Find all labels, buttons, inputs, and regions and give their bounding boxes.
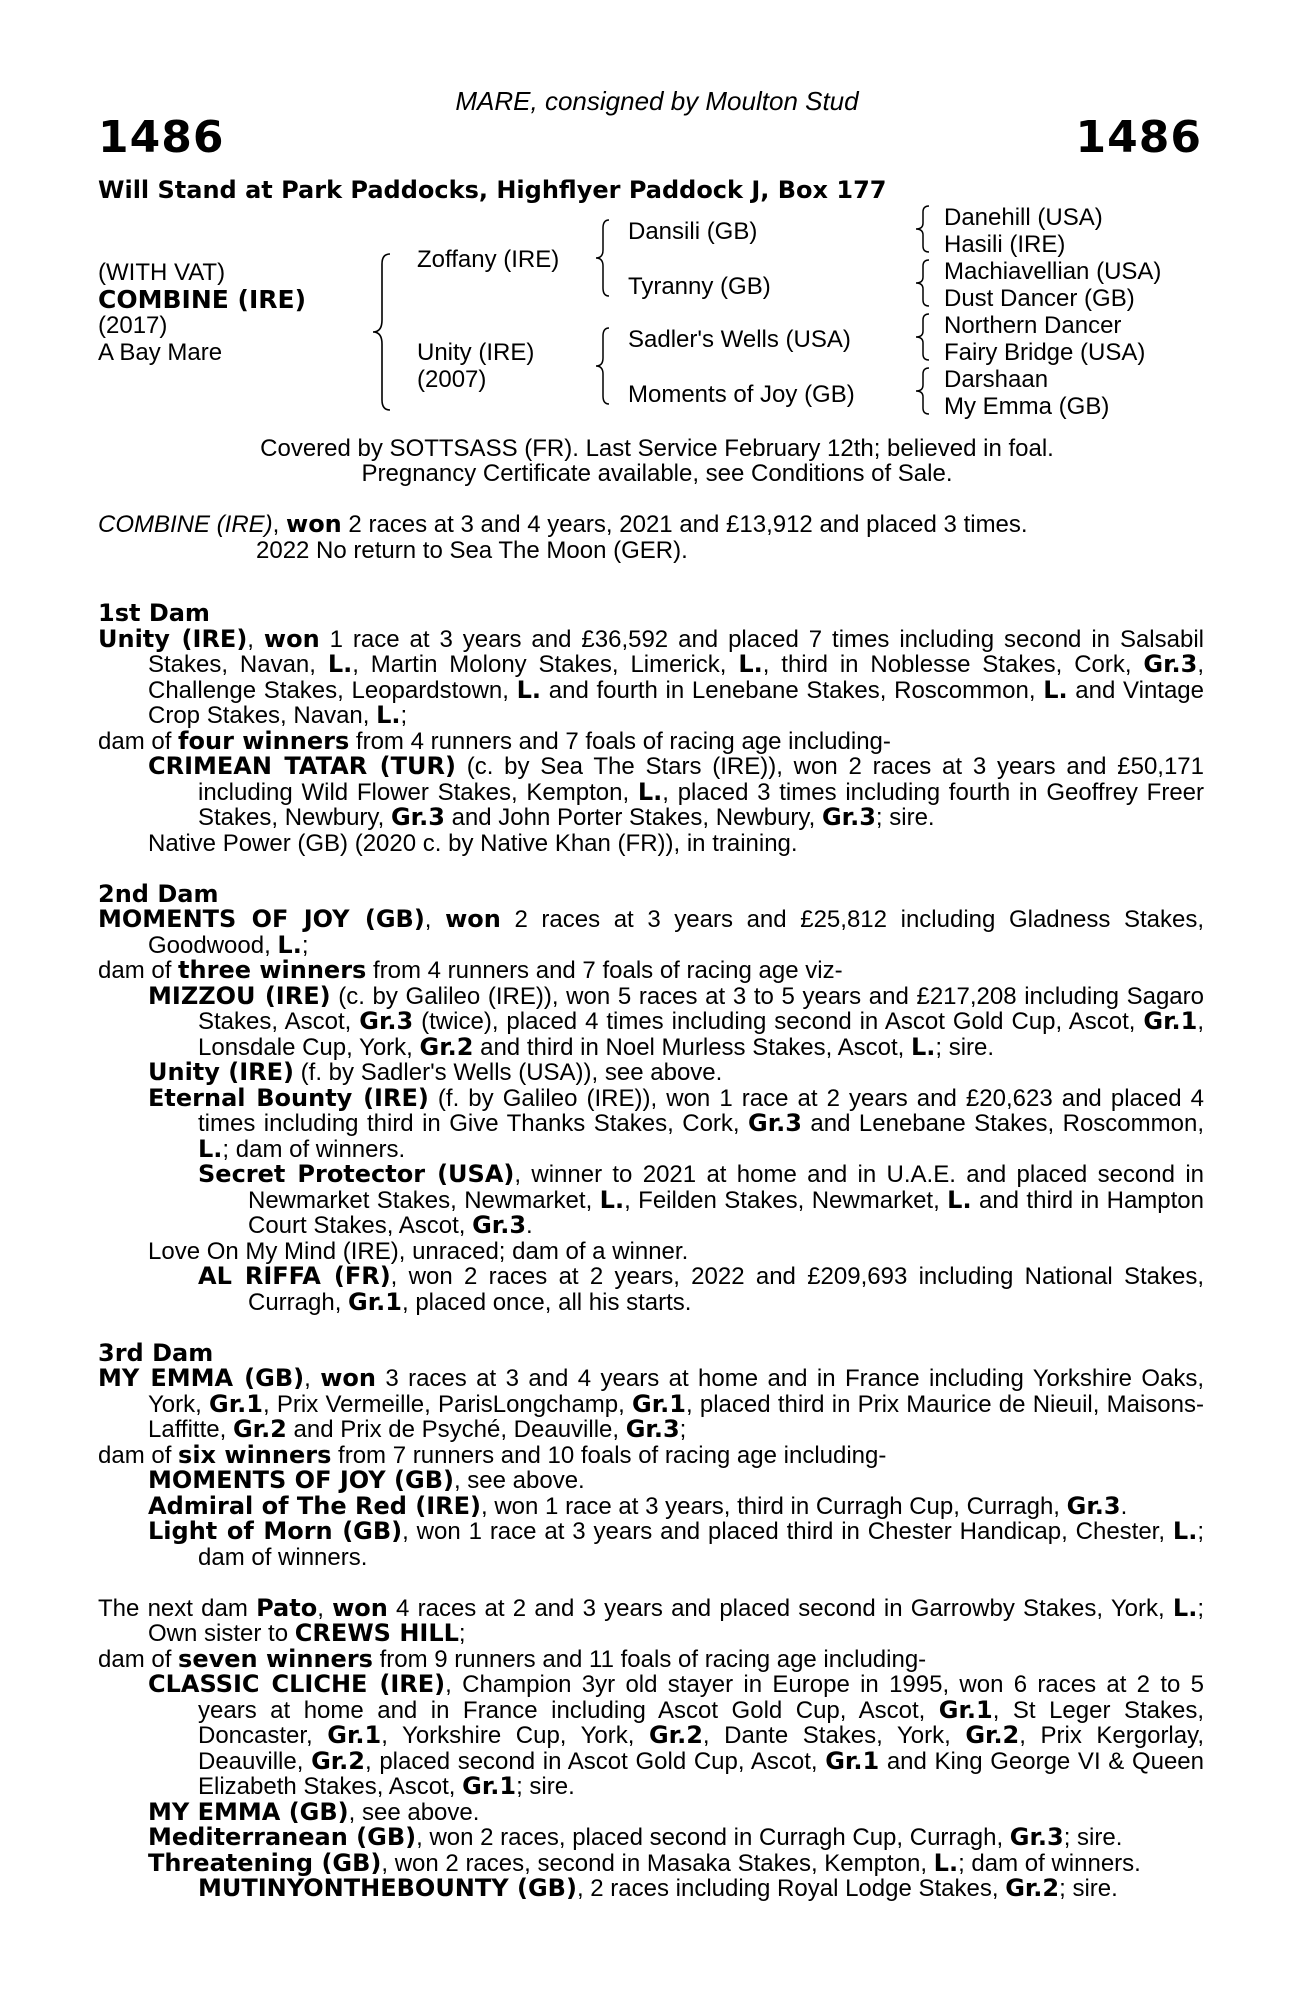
produce-native-power: Native Power (GB) (2020 c. by Native Khan (FR)), in training. (148, 829, 798, 857)
record-line-2: 2022 No return to Sea The Moon (GER). (256, 536, 688, 564)
third-dam-text: and Prix de Psyché, Deauville, (286, 1416, 626, 1443)
produce-name: Unity (IRE) (148, 1058, 295, 1086)
third-dam-record: MY EMMA (GB), won 3 races at 3 and 4 years at home and in France including Yorkshire Oaks, York, Gr.1, Prix Vermeille, ParisLongchamp, Gr.1, placed third in Prix Maurice de Nieuil, Maisons-Laffitte, Gr.2 and Prix de Psyché, Deauville, Gr.3; (98, 1364, 1205, 1443)
vat-note: (WITH VAT) (98, 259, 226, 286)
produce-text: , won 2 races at 2 years, 2022 and £209,693 including National Stakes, Curragh, (248, 1263, 1204, 1316)
grade-2: Gr.2 (1005, 1874, 1060, 1902)
next-dam-text: ; Own sister to (148, 1594, 1204, 1647)
produce-text: (c. by Sea The Stars (IRE)), won 2 races at 3 years and £50,171 including Wild Flower Stakes, Kempton, (198, 753, 1205, 806)
grade-3: Gr.3 (748, 1109, 802, 1137)
second-dam-record: MOMENTS OF JOY (GB), won 2 races at 3 years and £25,812 including Gladness Stakes, Goodwood, L.; (98, 905, 1204, 959)
produce-name: Threatening (GB) (148, 1848, 382, 1877)
pedigree-dss: Northern Dancer (944, 312, 1122, 339)
produce-text: , placed once, all his starts. (401, 1288, 692, 1316)
pedigree-dam-year: (2007) (417, 366, 487, 393)
pedigree-dam-sire: Sadler's Wells (USA) (628, 326, 851, 353)
produce-text: from 9 runners and 11 foals of racing age including- (372, 1645, 927, 1673)
covering-line-1: Covered by SOTTSASS (FR). Last Service February 12th; believed in foal. (260, 435, 1054, 462)
pedigree-dsd: Fairy Bridge (USA) (944, 339, 1146, 366)
pedigree-sire-sire: Dansili (GB) (628, 218, 758, 245)
produce-text: , Lonsdale Cup, York, (198, 1008, 1204, 1061)
second-dam-won: won (445, 905, 501, 933)
produce-text: ; dam of winners. (958, 1849, 1141, 1877)
next-dam-record: The next dam Pato, won 4 races at 2 and 3 years and placed second in Garrowby Stakes, York, L.; Own sister to CREWS HILL; (98, 1593, 1204, 1647)
produce-text: ; sire. (1063, 1824, 1123, 1851)
first-dam-text: and Vintage Crop Stakes, Navan, (148, 676, 1204, 729)
dam-of-label: dam of (98, 1441, 179, 1469)
produce-admiral-of-the-red (98, 1491, 1204, 1520)
first-dam-name: Unity (IRE) (98, 624, 248, 653)
grade-3: Gr.3 (472, 1211, 527, 1239)
third-dam-produce-summary (98, 1440, 1204, 1469)
racing-record: COMBINE (IRE), won 2 races at 3 and 4 years, 2021 and £13,912 and placed 3 times. (98, 510, 1028, 538)
grade-listed: L. (933, 1848, 959, 1877)
produce-text: (f. by Galileo (IRE)), won 1 race at 2 years and £20,623 and placed 4 times including third in Give Thanks Stakes, Cork, (198, 1084, 1204, 1137)
produce-text: ; dam of winners. (222, 1135, 406, 1163)
first-dam-record: Unity (IRE), won 1 race at 3 years and £36,592 and placed 7 times including second in Salsabil Stakes, Navan, L., Martin Molony Stakes, Limerick, L., third in Noblesse Stakes, Cork, Gr.3, Challenge Stakes, Leopardstown, L. and fourth in Lenebane Stakes, Roscommon, L. and Vintage Crop Stakes, Navan, L.; (98, 624, 1205, 729)
sibling-name: CREWS HILL (294, 1619, 459, 1647)
second-dam-text: 2 races at 3 years and £25,812 including Gladness Stakes, Goodwood, (148, 906, 1204, 959)
produce-text: , won 2 races, placed second in Curragh Cup, Curragh, (416, 1824, 1010, 1851)
second-dam-produce-summary (98, 958, 1204, 984)
grade-1: Gr.1 (825, 1746, 880, 1775)
pedigree-sds: Machiavellian (USA) (944, 258, 1162, 285)
third-dam-text: 3 races at 3 and 4 years at home and in France including Yorkshire Oaks, York, (148, 1365, 1205, 1418)
grade-2: Gr.2 (232, 1415, 287, 1443)
dam-of-label: dam of (98, 957, 179, 984)
pedigree-brace-sire (593, 218, 611, 298)
produce-classic-cliche (98, 1672, 1204, 1800)
produce-text: ; sire. (875, 804, 935, 831)
produce-text: , Feilden Stakes, Newmarket, (624, 1186, 948, 1214)
produce-mediterranean (98, 1825, 1204, 1851)
produce-threatening (98, 1848, 1204, 1877)
grade-3: Gr.3 (359, 1007, 414, 1035)
produce-text: ; sire. (1059, 1875, 1118, 1902)
produce-name: CRIMEAN TATAR (TUR) (148, 752, 456, 780)
produce-text: (twice), placed 4 times including second in Ascot Gold Cup, Ascot, (413, 1008, 1144, 1035)
dam-of-label: dam of (98, 1645, 179, 1673)
produce-name: Secret Protector (USA) (198, 1160, 515, 1188)
grade-3: Gr.3 (1143, 650, 1198, 678)
produce-light-of-morn (98, 1519, 1204, 1570)
third-dam-won: won (320, 1364, 376, 1392)
third-dam-text: , placed third in Prix Maurice de Nieuil, Maisons-Laffitte, (148, 1390, 1204, 1443)
next-dam-won: won (332, 1593, 388, 1622)
produce-moments-of-joy (98, 1468, 1204, 1494)
winners-count: four winners (178, 726, 350, 755)
grade-1: Gr.1 (327, 1721, 382, 1749)
produce-text: , 2 races including Royal Lodge Stakes, (576, 1875, 1006, 1902)
pedigree-sire: Zoffany (IRE) (417, 246, 560, 273)
pedigree-brace-3c (913, 312, 931, 362)
covering-note (0, 436, 1314, 486)
grade-listed: L. (637, 777, 663, 806)
grade-2: Gr.2 (648, 1721, 703, 1749)
produce-love-on-my-mind: Love On My Mind (IRE), unraced; dam of a winner. (148, 1237, 689, 1265)
produce-text: . (526, 1212, 533, 1239)
consignor-line: MARE, consigned by Moulton Stud (455, 86, 859, 116)
horse-description: A Bay Mare (98, 339, 223, 366)
grade-listed: L. (738, 650, 763, 678)
pedigree-sire-dam: Tyranny (GB) (628, 273, 771, 300)
produce-my-emma (98, 1797, 1204, 1826)
produce-mizzou (98, 981, 1204, 1061)
grade-listed: L. (277, 930, 302, 959)
produce-text: ; sire. (516, 1773, 575, 1800)
grade-listed: L. (198, 1134, 223, 1163)
lot-number-left: 1486 (98, 112, 225, 163)
pedigree-ssd: Hasili (IRE) (944, 231, 1066, 258)
grade-3: Gr.3 (1009, 1823, 1064, 1851)
record-won: won (286, 510, 342, 538)
horse-name: COMBINE (IRE) (98, 285, 307, 314)
grade-2: Gr.2 (965, 1721, 1020, 1749)
produce-name: Eternal Bounty (IRE) (148, 1083, 429, 1112)
produce-text: , won 1 race at 3 years, third in Curragh Cup, Curragh, (481, 1492, 1067, 1520)
grade-1: Gr.1 (462, 1772, 517, 1800)
stand-location: Will Stand at Park Paddocks, Highflyer Paddock J, Box 177 (98, 176, 887, 204)
grade-3: Gr.3 (821, 803, 876, 831)
produce-text: , see above. (453, 1467, 585, 1494)
first-dam-text: , third in Noblesse Stakes, Cork, (762, 651, 1144, 678)
second-dam-text: ; (301, 931, 309, 959)
grade-listed: L. (1043, 675, 1068, 704)
produce-text: , Champion 3yr old stayer in Europe in 1995, won 6 races at 2 to 5 years at home and in France including Ascot Gold Cup, Ascot, (198, 1671, 1204, 1724)
pedigree-brace-dam (593, 326, 611, 406)
pedigree-ddd: My Emma (GB) (944, 393, 1110, 420)
second-dam-name: MOMENTS OF JOY (GB) (98, 905, 425, 933)
produce-text: , won 2 races, second in Masaka Stakes, Kempton, (381, 1849, 934, 1877)
produce-text: and King George VI & Queen Elizabeth Stakes, Ascot, (198, 1747, 1204, 1800)
first-dam-text: , Martin Molony Stakes, Limerick, (352, 651, 739, 678)
record-horse-name: COMBINE (IRE) (98, 511, 273, 538)
produce-name: CLASSIC CLICHE (IRE) (148, 1670, 446, 1698)
next-dam-text: ; (458, 1620, 466, 1647)
produce-text: from 4 runners and 7 foals of racing age viz- (366, 957, 843, 984)
next-dam-text: 4 races at 2 and 3 years and placed second in Garrowby Stakes, York, (387, 1594, 1173, 1622)
grade-listed: L. (1172, 1517, 1198, 1545)
first-dam-text: ; (400, 702, 408, 729)
produce-text: , winner to 2021 at home and in U.A.E. and placed second in Newmarket Stakes, Newmarket, (248, 1161, 1204, 1214)
third-dam-text: , Prix Vermeille, ParisLongchamp, (262, 1390, 633, 1418)
produce-text: (f. by Sadler's Wells (USA)), see above. (294, 1059, 723, 1086)
grade-listed: L. (376, 701, 401, 729)
grade-3: Gr.3 (1066, 1491, 1121, 1520)
grade-3: Gr.3 (390, 803, 445, 831)
first-dam-text: 1 race at 3 years and £36,592 and placed 7 times including second in Salsabil Stakes, Navan, (148, 625, 1205, 678)
produce-text: , Yorkshire Cup, York, (381, 1722, 649, 1749)
grade-listed: L. (599, 1185, 625, 1214)
produce-name: MOMENTS OF JOY (GB) (148, 1466, 454, 1494)
produce-name: MY EMMA (GB) (148, 1797, 349, 1826)
covering-line-2: Pregnancy Certificate available, see Conditions of Sale. (361, 460, 953, 487)
pedigree-sss: Danehill (USA) (944, 204, 1103, 231)
produce-name: AL RIFFA (FR) (198, 1262, 391, 1290)
produce-text: , won 1 race at 3 years and placed third in Chester Handicap, Chester, (402, 1518, 1173, 1545)
third-dam-heading: 3rd Dam (98, 1338, 214, 1367)
produce-eternal-bounty (98, 1083, 1204, 1163)
horse-year: (2017) (98, 312, 168, 339)
lot-number-right: 1486 (1075, 112, 1202, 163)
produce-text: ; dam of winners. (198, 1518, 1204, 1571)
pedigree-brace-3d (913, 366, 931, 416)
produce-name: Mediterranean (GB) (148, 1823, 417, 1851)
pedigree-brace-3a (913, 204, 931, 254)
pedigree-brace-3b (913, 258, 931, 308)
produce-al-riffa (98, 1264, 1204, 1315)
record-text: 2 races at 3 and 4 years, 2021 and £13,912 and placed 3 times. (341, 511, 1028, 538)
produce-text: , see above. (348, 1798, 480, 1826)
catalogue-body (98, 512, 1204, 1902)
pedigree-dds: Darshaan (944, 366, 1049, 393)
first-dam-heading: 1st Dam (98, 599, 210, 627)
grade-listed: L. (327, 650, 353, 678)
first-dam-text: and fourth in Lenebane Stakes, Roscommon, (541, 676, 1044, 704)
grade-1: Gr.1 (209, 1389, 263, 1418)
produce-name: MIZZOU (IRE) (148, 981, 331, 1010)
first-dam-text: , Challenge Stakes, Leopardstown, (148, 651, 1205, 704)
grade-3: Gr.3 (625, 1415, 680, 1443)
grade-2: Gr.2 (419, 1032, 474, 1061)
produce-text: (c. by Galileo (IRE)), won 5 races at 3 to 5 years and £217,208 including Sagaro Stakes, Ascot, (198, 982, 1204, 1035)
produce-text: and third in Noel Murless Stakes, Ascot, (473, 1033, 911, 1061)
grade-listed: L. (516, 675, 542, 704)
produce-text: , placed 3 times including fourth in Geoffrey Freer Stakes, Newbury, (198, 778, 1205, 831)
produce-text: . (1120, 1492, 1128, 1520)
produce-text: from 4 runners and 7 foals of racing age including- (349, 727, 891, 755)
pedigree-brace-main (370, 252, 392, 412)
next-dam-produce-summary (98, 1644, 1204, 1673)
produce-name: MUTINYONTHEBOUNTY (GB) (198, 1874, 577, 1902)
next-dam-intro: The next dam (98, 1594, 257, 1622)
grade-1: Gr.1 (632, 1389, 686, 1418)
grade-listed: L. (1172, 1593, 1198, 1622)
grade-2: Gr.2 (311, 1746, 365, 1775)
produce-name: Light of Morn (GB) (148, 1517, 403, 1545)
produce-text: , Prix Kergorlay, Deauville, (198, 1722, 1204, 1775)
pedigree-dam-dam: Moments of Joy (GB) (628, 381, 855, 408)
produce-unity (98, 1060, 1204, 1086)
second-dam-heading: 2nd Dam (98, 879, 219, 908)
grade-1: Gr.1 (938, 1695, 993, 1724)
grade-listed: L. (910, 1032, 936, 1061)
dam-of-label: dam of (98, 727, 179, 755)
third-dam-name: MY EMMA (GB) (98, 1364, 305, 1392)
next-dam-name: Pato (256, 1593, 318, 1622)
winners-count: seven winners (178, 1644, 373, 1673)
third-dam-text: ; (679, 1416, 687, 1443)
produce-text: ; sire. (935, 1033, 995, 1061)
produce-text: , St Leger Stakes, Doncaster, (198, 1696, 1204, 1749)
grade-1: Gr.1 (348, 1287, 402, 1316)
produce-mutinyonthebounty (98, 1876, 1204, 1902)
produce-text: , placed second in Ascot Gold Cup, Ascot, (365, 1747, 826, 1775)
first-dam-won: won (263, 624, 320, 653)
produce-text: and Lenebane Stakes, Roscommon, (801, 1110, 1204, 1137)
produce-name: Admiral of The Red (IRE) (148, 1491, 482, 1520)
winners-count: six winners (178, 1440, 332, 1469)
produce-secret-protector (98, 1162, 1204, 1239)
produce-crimean-tatar (98, 754, 1204, 831)
produce-text: and third in Hampton Court Stakes, Ascot, (248, 1186, 1204, 1239)
produce-text: from 7 runners and 10 foals of racing age including- (331, 1441, 887, 1469)
pedigree-dam: Unity (IRE) (417, 339, 535, 366)
pedigree-sdd: Dust Dancer (GB) (944, 285, 1135, 312)
grade-listed: L. (947, 1185, 972, 1214)
first-dam-produce-summary (98, 726, 1204, 755)
winners-count: three winners (178, 956, 367, 984)
produce-text: and John Porter Stakes, Newbury, (444, 804, 822, 831)
grade-1: Gr.1 (1143, 1007, 1198, 1035)
produce-text: , Dante Stakes, York, (702, 1722, 966, 1749)
